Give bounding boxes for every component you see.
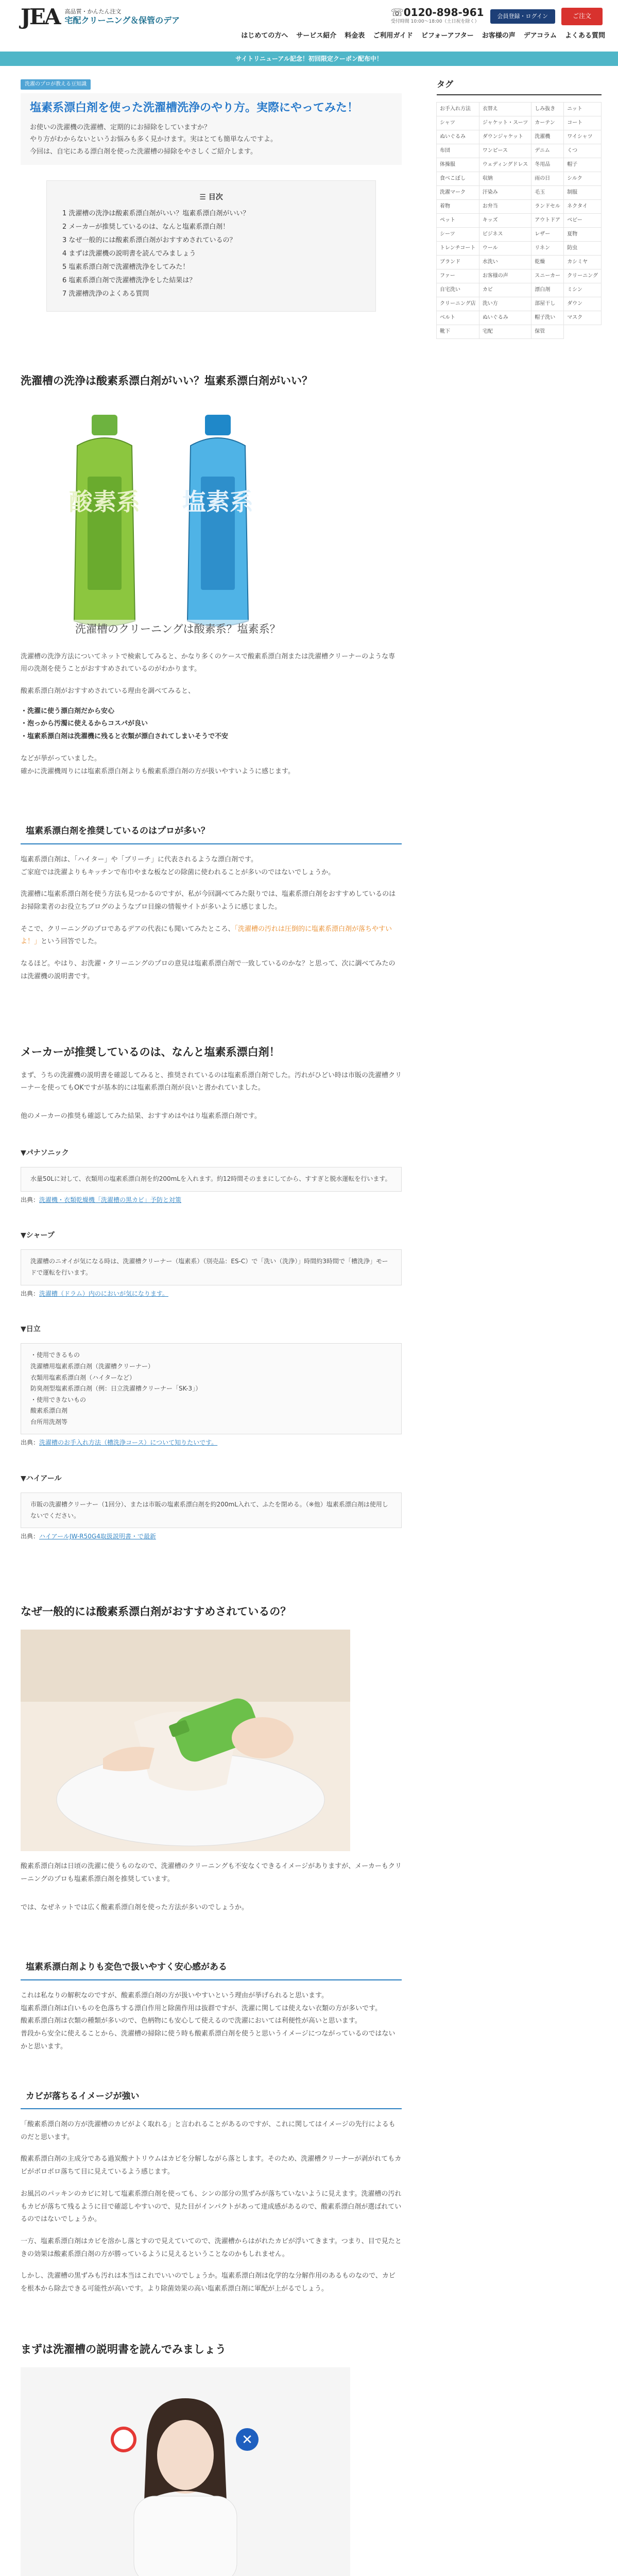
- tag-link[interactable]: ダウンジャケット: [479, 130, 531, 144]
- tag-link[interactable]: ぬいぐるみ: [479, 311, 531, 325]
- toc-item[interactable]: 6 塩素系漂白剤で洗濯槽洗浄をした結果は？: [62, 277, 196, 285]
- maker-quote: 水量50Lに対して、衣類用の塩素系漂白剤を約200mLを入れます。約12時間そのままにしてから、すすぎと脱水運転を行います。: [21, 1167, 402, 1192]
- tag-link[interactable]: アウトドア: [531, 213, 564, 228]
- logo-mark: JEA: [21, 4, 60, 29]
- logo-tagline: 高品質・かんたん注文: [64, 8, 122, 15]
- tag-link[interactable]: 汗染み: [479, 185, 531, 200]
- maker-quote: 市販の洗濯槽クリーナー（1回分）、または市販の塩素系漂白剤を約200mL入れて、ふたを閉める。（※他）塩素系漂白剤は使用しないでください。: [21, 1493, 402, 1528]
- order-button[interactable]: ご注文: [561, 8, 603, 25]
- tag-link[interactable]: ファー: [436, 269, 479, 283]
- tag-link[interactable]: ウール: [479, 241, 531, 256]
- tag-link[interactable]: 布団: [436, 144, 479, 158]
- tag-link[interactable]: キッズ: [479, 213, 531, 228]
- campaign-banner[interactable]: サイトリニューアル記念！初回限定クーポン配布中！: [0, 52, 618, 66]
- tag-link[interactable]: ビジネス: [479, 227, 531, 242]
- tag-link[interactable]: 水洗い: [479, 255, 531, 269]
- paragraph: 酸素系漂白剤の主成分である過炭酸ナトリウムはカビを分解しながら落とします。そのため、洗濯槽クリーナーが剥がれてもカビがボロボロ落ちて目に見えているよう感じます。: [21, 2155, 402, 2176]
- tag-link[interactable]: デニム: [531, 144, 564, 158]
- tag-link[interactable]: 着物: [436, 199, 479, 214]
- paragraph: などが挙がっていました。 確かに洗濯機周りには塩素系漂白剤よりも酸素系漂白剤の方が扱いやすいように感じます。: [21, 754, 295, 775]
- maker-quote: 洗濯槽のニオイが気になる時は、洗濯槽クリーナー（塩素系）（別売品：ES-C）で「洗い（洗浄）」時間約3時間で「槽洗浄」モードで運転を行います。: [21, 1249, 402, 1285]
- tag-link[interactable]: 乾燥: [531, 255, 564, 269]
- reason-list: [21, 705, 402, 743]
- paragraph: 酸素系漂白剤がおすすめされている理由を調べてみると、: [21, 687, 195, 696]
- maker-hitachi: [21, 1323, 402, 1449]
- bottle-label-chlorine: 塩素系: [182, 487, 253, 516]
- maker-name: ▼パナソニック: [21, 1148, 69, 1157]
- category-badge[interactable]: 洗濯のプロが教える豆知識: [21, 79, 91, 90]
- phone-hours: 受付時間 10:00〜18:00（土日祝を除く）: [390, 19, 479, 24]
- tag-link[interactable]: ウェディングドレス: [479, 158, 531, 172]
- tag-link[interactable]: 洗濯マーク: [436, 185, 479, 200]
- tag-link[interactable]: くつ: [563, 144, 602, 158]
- tag-heading: タグ: [437, 77, 602, 95]
- table-of-contents: [46, 180, 376, 312]
- tag-link[interactable]: 洗濯機: [531, 130, 564, 144]
- tag-link[interactable]: ネクタイ: [563, 199, 602, 214]
- list-icon: ☰: [199, 193, 209, 202]
- paragraph: そこで、クリーニングのプロであるデアの代表にも聞いてみたところ、「洗濯槽の汚れは圧倒的に塩素系漂白剤が落ちやすいよ！」という回答でした。: [21, 925, 392, 946]
- tag-link[interactable]: 衣替え: [479, 102, 531, 116]
- source-link[interactable]: ハイアールJW-R50G4取扱説明書・で最新: [39, 1533, 156, 1540]
- subsection-heading: カビが落ちるイメージが強い: [21, 2084, 402, 2110]
- section-heading: メーカーが推奨しているのは、なんと塩素系漂白剤！: [21, 1046, 280, 1059]
- paragraph: 「酸素系漂白剤の方が洗濯槽のカビがよく取れる」と言われることがあるのですが、これに関してはイメージの先行によるものだと思います。: [21, 2121, 396, 2141]
- paragraph: しかし、洗濯槽の黒ずみも汚れは本当はこれでいいのでしょうか。塩素系漂白剤は化学的な分解作用のあるものなので、カビを根本から除去できる可能性が高いです。より除菌効果の高い塩素系漂白剤に軍配が上がるでしょう。: [21, 2272, 396, 2293]
- source-link[interactable]: 洗濯槽（ドラム）内のにおいが気になります。: [39, 1290, 168, 1297]
- bleach-bottles-image: [21, 399, 350, 641]
- paragraph: まず、うちの洗濯機の説明書を確認してみると、推奨されているのは塩素系漂白剤でした。汚れがひどい時は市販の洗濯槽クリーナーを使ってもOKですが基本的には塩素系漂白剤が良いと書かれていました。: [21, 1071, 402, 1092]
- tag-link[interactable]: 雨の日: [531, 172, 564, 186]
- tag-link[interactable]: お手入れ方法: [436, 102, 479, 116]
- tag-link[interactable]: マスク: [563, 311, 602, 325]
- tag-link[interactable]: ベルト: [436, 311, 479, 325]
- tag-link[interactable]: カビ: [479, 283, 531, 297]
- highlight-quote: 「洗濯槽の汚れは圧倒的に塩素系漂白剤が落ちやすいよ！」: [21, 925, 392, 946]
- tag-link[interactable]: ワイシャツ: [563, 130, 602, 144]
- pouring-bleach-image: [21, 1630, 350, 1851]
- paragraph: これは私なりの解釈なのですが、酸素系漂白剤の方が扱いやすいという理由が挙げられると思います。 塩素系漂白剤は白いものを色落ちする漂白作用と除菌作用は抜群ですが、洗濯に関しては使えない衣類の方が多いです。 酸素系漂白剤は衣類の種類が多いので、色柄物にも安心して使えるので洗濯においては利便性が高いと思います。 普段から安全に使えることから、洗濯槽の掃除に使う時も酸素系漂白剤を使うと思いうイメージにつながっているのではないかと思います。: [21, 1992, 396, 2050]
- tag-link[interactable]: 夏物: [563, 227, 602, 242]
- section-heading: なぜ一般的には酸素系漂白剤がおすすめされているの？: [21, 1605, 291, 1618]
- maker-name: ▼日立: [21, 1325, 41, 1334]
- subsection-heading: 塩素系漂白剤よりも変色で扱いやすく安心感がある: [21, 1955, 402, 1980]
- paragraph: お風呂のパッキンのカビに対して塩素系漂白剤を使っても、シンの部分の黒ずみが落ちていないように見えます。洗濯槽の汚れもカビが落ちて残るように目で確認しやすいので、見た目がインパクトがあって達成感があるので、酸素系漂白剤が選ばれているのではないでしょうか。: [21, 2190, 402, 2224]
- tag-link[interactable]: コート: [563, 116, 602, 130]
- tag-link[interactable]: 毛玉: [531, 185, 564, 200]
- tag-link[interactable]: 部屋干し: [531, 297, 564, 311]
- tag-link[interactable]: シルク: [563, 172, 602, 186]
- image-caption: 洗濯槽のクリーニングは酸素系？塩素系？: [72, 620, 284, 639]
- nav-item-voice[interactable]: お客様の声: [482, 32, 516, 40]
- tag-link[interactable]: ニット: [563, 102, 602, 116]
- phone-number[interactable]: ☏0120-898-961: [390, 6, 484, 19]
- tag-link[interactable]: しみ抜き: [531, 102, 564, 116]
- maker-name: ▼シャープ: [21, 1231, 55, 1240]
- paragraph: なるほど。やはり、お洗濯・クリーニングのプロの意見は塩素系漂白剤で一致しているのかな？と思って、次に調べてみたのは洗濯機の説明書です。: [21, 959, 396, 980]
- tag-link[interactable]: ベビー: [563, 213, 602, 228]
- tag-link[interactable]: 帽子: [563, 158, 602, 172]
- toc-item[interactable]: 5 塩素系漂白剤で洗濯槽洗浄をしてみた！: [62, 263, 190, 272]
- login-button[interactable]: 会員登録・ログイン: [490, 9, 555, 24]
- maker-name: ▼ハイアール: [21, 1475, 62, 1483]
- tag-link[interactable]: カシミヤ: [563, 255, 602, 269]
- tag-link[interactable]: シャツ: [436, 116, 479, 130]
- bottle-label-oxygen: 酸素系: [69, 487, 140, 516]
- site-header: [0, 0, 618, 52]
- paragraph: 他のメーカーの推奨も確認してみた結果、おすすめはやはり塩素系漂白剤です。: [21, 1112, 261, 1121]
- article: [21, 77, 402, 2576]
- paragraph: では、なぜネットでは広く酸素系漂白剤を使った方法が多いのでしょうか。: [21, 1903, 249, 1911]
- logo-name: 宅配クリーニング＆保管のデア: [64, 15, 180, 25]
- list-item: ・塩素系漂白剤は洗濯機に残ると衣類が漂白されてしまいそうで不安: [21, 733, 229, 741]
- tag-link[interactable]: スニーカー: [531, 269, 564, 283]
- tag-link[interactable]: ダウン: [563, 297, 602, 311]
- list-item: ・洗濯に使う漂白剤だから安心: [21, 707, 115, 715]
- paragraph: 酸素系漂白剤は日頃の洗濯に使うものなので、洗濯槽のクリーニングも不安なくできるイメージがありますが、メーカーもクリーニングのプロも塩素系漂白剤を推奨しています。: [21, 1862, 402, 1884]
- toc-item[interactable]: 4 まずは洗濯機の説明書を読んでみましょう: [62, 250, 196, 258]
- tag-link[interactable]: 防虫: [563, 241, 602, 256]
- tag-cloud: [437, 103, 602, 339]
- source-link[interactable]: 洗濯機・衣類乾燥機「洗濯槽の黒カビ」予防と対策: [39, 1196, 182, 1204]
- nav-item-service[interactable]: サービス紹介: [296, 32, 337, 40]
- source: 出典：洗濯槽（ドラム）内のにおいが気になります。: [21, 1290, 168, 1297]
- woman-choice-image: [21, 2367, 350, 2576]
- toc-item[interactable]: 3 なぜ一般的には酸素系漂白剤がおすすめされているの？: [62, 236, 236, 245]
- nav-item-faq[interactable]: よくある質問: [564, 32, 605, 40]
- tag-link[interactable]: 自宅洗い: [436, 283, 479, 297]
- toc-item[interactable]: 2 メーカーが推奨しているのは、なんと塩素系漂白剤！: [62, 223, 230, 231]
- source-link[interactable]: 洗濯槽のお手入れ方法（槽洗浄コース）について知りたいです。: [39, 1439, 218, 1447]
- tag-link[interactable]: ぬいぐるみ: [436, 130, 479, 144]
- tag-link[interactable]: お客様の声: [479, 269, 531, 283]
- nav-item-guide[interactable]: ご利用ガイド: [373, 32, 413, 40]
- tag-link[interactable]: 制服: [563, 185, 602, 200]
- tag-link[interactable]: 食べこぼし: [436, 172, 479, 186]
- tag-link[interactable]: ミシン: [563, 283, 602, 297]
- tag-link[interactable]: トレンチコート: [436, 241, 479, 256]
- tag-link[interactable]: お弁当: [479, 199, 531, 214]
- tag-link[interactable]: 漂白剤: [531, 283, 564, 297]
- toc-item[interactable]: 7 洗濯槽洗浄のよくある質問: [62, 290, 149, 298]
- tag-link[interactable]: リネン: [531, 241, 564, 256]
- source: 出典：ハイアールJW-R50G4取扱説明書・で最新: [21, 1533, 156, 1540]
- tag-link[interactable]: ランドセル: [531, 199, 564, 214]
- main-nav: [241, 30, 605, 42]
- site-logo[interactable]: [21, 6, 180, 28]
- nav-item-column[interactable]: デアコラム: [523, 32, 557, 40]
- nav-item-price[interactable]: 料金表: [345, 32, 365, 40]
- page-title: 塩素系漂白剤を使った洗濯槽洗浄のやり方。実際にやってみた！: [30, 101, 359, 115]
- maker-quote: ・使用できるもの 洗濯槽用塩素系漂白剤（洗濯槽クリーナー） 衣類用塩素系漂白剤（ハイターなど） 防臭剤型塩素系漂白剤（例：日立洗濯槽クリーナー「SK-3」） ・使用できないもの 酸素系漂白剤 台所用洗剤等: [21, 1343, 402, 1434]
- tag-link[interactable]: 保管: [531, 325, 564, 339]
- tag-link[interactable]: クリーニング店: [436, 297, 479, 311]
- tag-link[interactable]: レザー: [531, 227, 564, 242]
- tag-link[interactable]: クリーニング: [563, 269, 602, 283]
- nav-item-before-after[interactable]: ビフォーアフター: [421, 32, 474, 40]
- section-heading: 洗濯槽の洗浄は酸素系漂白剤がいい？塩素系漂白剤がいい？: [21, 375, 313, 387]
- tag-link[interactable]: 靴下: [436, 325, 479, 339]
- list-item: ・泡っから汚濁に使えるからコスパが良い: [21, 720, 148, 728]
- source: 出典：洗濯槽のお手入れ方法（槽洗浄コース）について知りたいです。: [21, 1439, 218, 1447]
- paragraph: 一方、塩素系漂白剤はカビを溶かし落とすので見えていてので、洗濯槽からはがれたカビが浮いてきます。つまり、目で見たときの効果は酸素系漂白剤の方が勝っているように見えるということなのかもしれません。: [21, 2237, 402, 2258]
- paragraph: 洗濯槽に塩素系漂白剤を使う方法も見つかるのですが、私が今回調べてみた限りでは、塩素系漂白剤をおすすめしているのはお掃除業者のお役立ちブログのようなプロ目線の情報サイトが多いように感じました。: [21, 890, 396, 911]
- tag-link[interactable]: 冬用品: [531, 158, 564, 172]
- subsection-heading: 塩素系漂白剤を推奨しているのはプロが多い？: [21, 819, 402, 844]
- section-heading: まずは洗濯槽の説明書を読んでみましょう: [21, 2343, 226, 2355]
- tag-link[interactable]: 洗い方: [479, 297, 531, 311]
- maker-sharp: [21, 1229, 402, 1299]
- tag-link[interactable]: 収納: [479, 172, 531, 186]
- paragraph: 塩素系漂白剤は、「ハイター」や「ブリーチ」に代表されるような漂白剤です。 ご家庭では洗濯よりもキッチンで布巾やまな板などの除菌に使われることが多いのではないでしょうか。: [21, 855, 335, 876]
- tag-link[interactable]: 帽子洗い: [531, 311, 564, 325]
- sidebar: [437, 77, 602, 339]
- toc-item[interactable]: 1 洗濯槽の洗浄は酸素系漂白剤がいい？塩素系漂白剤がいい？: [62, 210, 250, 218]
- source: 出典：洗濯機・衣類乾燥機「洗濯槽の黒カビ」予防と対策: [21, 1196, 182, 1204]
- svg-text:✕: ✕: [242, 2432, 253, 2448]
- tag-link[interactable]: 宅配: [479, 325, 531, 339]
- tag-link[interactable]: 体操服: [436, 158, 479, 172]
- tag-link[interactable]: カーテン: [531, 116, 564, 130]
- phone-icon: ☏: [390, 6, 404, 19]
- paragraph: 洗濯槽の洗浄方法についてネットで検索してみると、かなり多くのケースで酸素系漂白剤または洗濯槽クリーナーのような専用の洗剤を使うことがおすすめされているのがわかります。: [21, 652, 396, 673]
- nav-item-beginner[interactable]: はじめての方へ: [241, 32, 288, 40]
- toc-title: ☰ 目次: [199, 193, 223, 202]
- tag-link[interactable]: シーツ: [436, 227, 479, 242]
- maker-haier: [21, 1472, 402, 1543]
- tag-link[interactable]: ワンピース: [479, 144, 531, 158]
- maker-panasonic: [21, 1147, 402, 1206]
- tag-link[interactable]: ジャケット・スーツ: [479, 116, 531, 130]
- tag-link[interactable]: ペット: [436, 213, 479, 228]
- tag-link[interactable]: ブランド: [436, 255, 479, 269]
- article-intro: お使いの洗濯機の洗濯槽、定期的にお掃除をしていますか？ やり方がわからないというお悩みも多く見かけます。実はとても簡単なんですよ。 今回は、自宅にある漂白剤を使った洗濯槽の掃除をやさしくご紹介します。: [30, 123, 277, 156]
